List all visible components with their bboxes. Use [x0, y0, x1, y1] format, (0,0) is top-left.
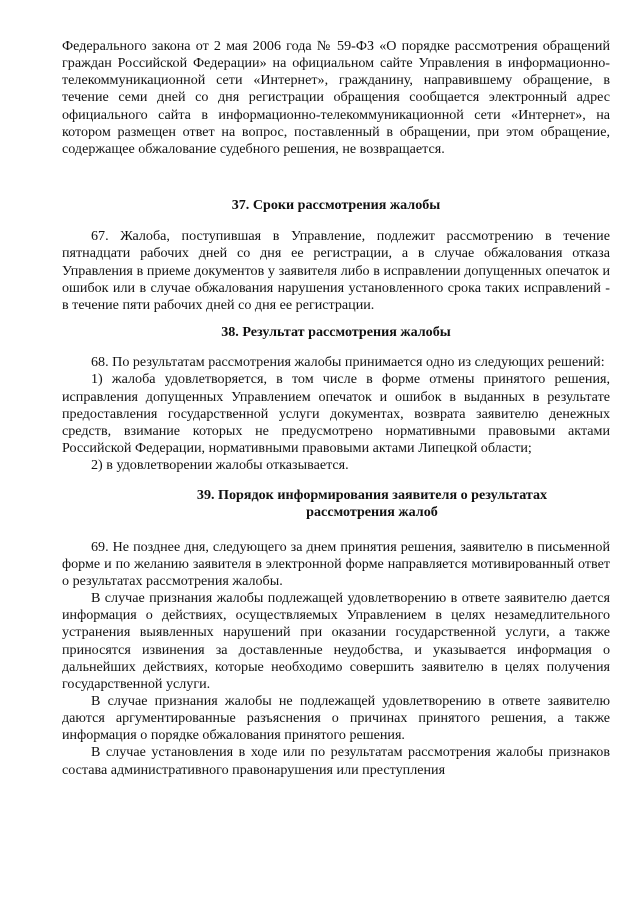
paragraph-69: 69. Не позднее дня, следующего за днем принятия решения, заявителю в письменной форме и по желанию заявителя в электронной форме направляется мотивированный ответ о результатах рассмотрения жалобы. [62, 538, 610, 589]
intro-paragraph: Федерального закона от 2 мая 2006 года № 59-ФЗ «О порядке рассмотрения обращений граждан Российской Федерации» на официальном сайте Управления в информационно-телекоммуникационной сети «Интернет», гражданину, направившему обращение, в течение семи дней со дня регистрации обращения сообщается электронный адрес официального сайта в информационно-телекоммуникационной сети «Интернет», на котором размещен ответ на вопрос, поставленный в обращении, при этом обращение, содержащее обжалование судебного решения, не возвращается. [62, 38, 610, 157]
section-39-heading [62, 487, 610, 521]
paragraph-68: 68. По результатам рассмотрения жалобы принимается одно из следующих решений: [91, 354, 605, 371]
paragraph-68-item-1: 1) жалоба удовлетворяется, в том числе в форме отмены принятого решения, исправления допущенных Управлением опечаток и ошибок в выданных в результате предоставления государственной услуги документах, возврата заявителю денежных средств, взимание которых не предусмотрено нормативными правовыми актами Российской Федерации, нормативными правовыми актами Липецкой области; [62, 371, 610, 456]
paragraph-69-violation: В случае установления в ходе или по результатам рассмотрения жалобы признаков состава административного правонарушения или преступления [62, 744, 610, 778]
paragraph-69-approval: В случае признания жалобы подлежащей удовлетворению в ответе заявителю дается информация о действиях, осуществляемых Управлением в целях незамедлительного устранения выявленных нарушений при оказании государственной услуги, а также приносятся извинения за доставленные неудобства, и указывается информация о дальнейших действиях, которые необходимо совершить заявителю в целях получения государственной услуги. [62, 590, 610, 692]
paragraph-68-item-2: 2) в удовлетворении жалобы отказывается. [91, 457, 349, 474]
section-39-heading-line-2: рассмотрения жалоб [306, 504, 438, 521]
document-page [62, 38, 610, 779]
section-38-heading: 38. Результат рассмотрения жалобы [221, 324, 451, 341]
paragraph-67: 67. Жалоба, поступившая в Управление, подлежит рассмотрению в течение пятнадцати рабочих дней со дня ее регистрации, а в случае обжалования отказа Управления в приеме документов у заявителя либо в исправлении допущенных опечаток и ошибок или в случае обжалования нарушения установленного срока таких исправлений - в течение пяти рабочих дней со дня ее регистрации. [62, 228, 610, 313]
section-37-heading: 37. Сроки рассмотрения жалобы [231, 197, 441, 214]
section-39-heading-line-1: 39. Порядок информирования заявителя о результатах [196, 487, 548, 504]
paragraph-69-rejection: В случае признания жалобы не подлежащей удовлетворению в ответе заявителю даются аргументированные разъяснения о причинах принятого решения, а также информация о порядке обжалования принятого решения. [62, 693, 610, 744]
